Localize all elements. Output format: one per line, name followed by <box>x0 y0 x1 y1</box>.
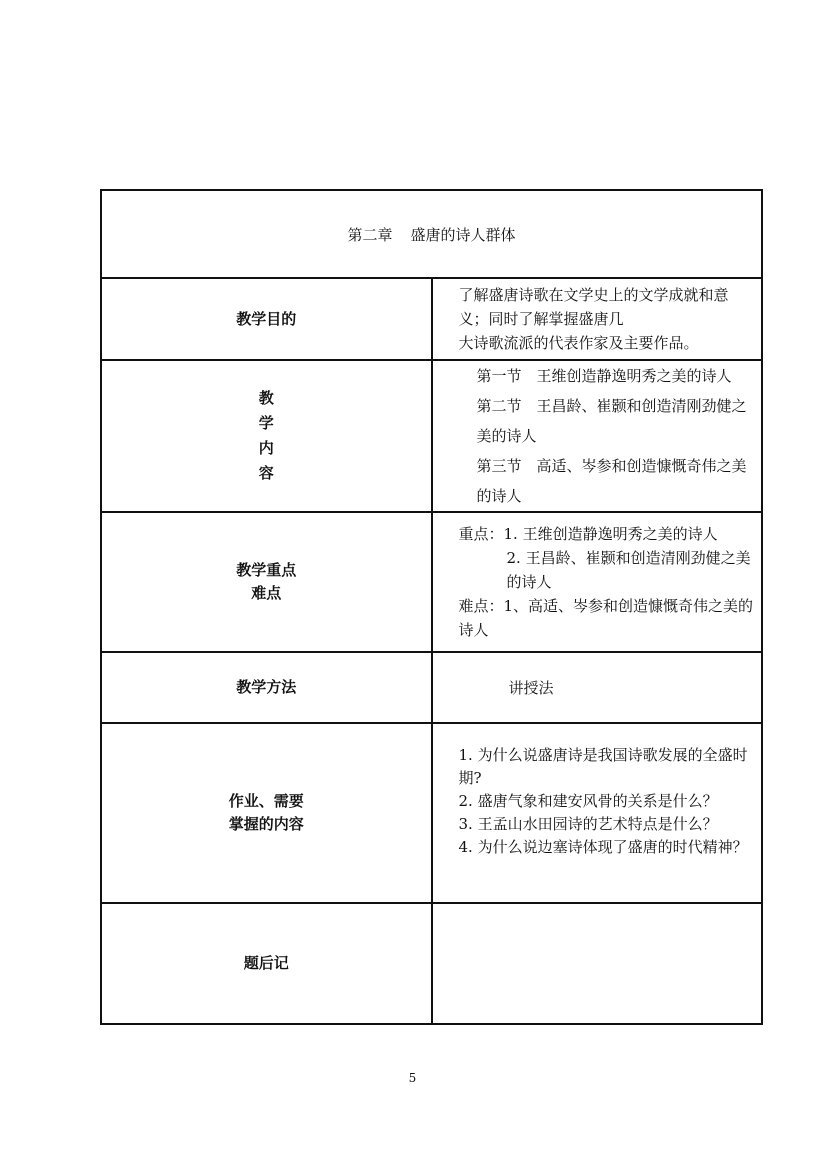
section-item: 第三节 高适、岑参和创造慷慨奇伟之美的诗人 <box>476 457 747 505</box>
chapter-title-cell <box>101 190 762 278</box>
page-number: 5 <box>408 1071 417 1085</box>
method-value: 讲授法 <box>508 678 554 697</box>
content-label-char: 教 <box>258 389 274 407</box>
section-item: 第二节 王昌龄、崔颢和创造清刚劲健之美的诗人 <box>476 397 747 445</box>
keypoints-content <box>432 512 763 652</box>
method-label: 教学方法 <box>101 652 432 723</box>
keypoint-line: 重点：1. 王维创造静逸明秀之美的诗人 <box>458 525 718 543</box>
chapter-name: 盛唐的诗人群体 <box>410 225 516 244</box>
homework-content <box>432 723 763 903</box>
keypoints-row <box>101 512 762 652</box>
chapter-number: 第二章 <box>347 225 393 244</box>
homework-row <box>101 723 762 903</box>
content-label-char: 内 <box>258 439 274 457</box>
homework-item: 2. 盛唐气象和建安风骨的关系是什么？ <box>458 791 718 810</box>
lesson-plan-sheet <box>100 189 763 1030</box>
objective-line: 大诗歌流派的代表作家及主要作品。 <box>458 334 699 352</box>
title-row <box>101 190 762 278</box>
keypoint-line: 2. 王昌龄、崔颢和创造清刚劲健之美的诗人 <box>506 549 751 591</box>
content-list-cell <box>432 360 763 512</box>
content-label-char: 容 <box>258 464 274 482</box>
method-row <box>101 652 762 723</box>
content-row <box>101 360 762 512</box>
objective-line: 了解盛唐诗歌在文学史上的文学成就和意义；同时了解掌握盛唐几 <box>458 286 729 328</box>
content-label-char: 学 <box>258 414 274 432</box>
section-item: 第一节 王维创造静逸明秀之美的诗人 <box>476 367 732 385</box>
homework-item: 1. 为什么说盛唐诗是我国诗歌发展的全盛时期? <box>458 745 748 787</box>
objective-label: 教学目的 <box>101 278 432 360</box>
homework-item: 3. 王孟山水田园诗的艺术特点是什么？ <box>458 814 718 833</box>
homework-label: 作业、需要 掌握的内容 <box>101 723 432 903</box>
postscript-row <box>101 903 762 1024</box>
homework-item: 4. 为什么说边塞诗体现了盛唐的时代精神？ <box>458 837 748 856</box>
content-label <box>101 360 432 512</box>
objective-content <box>432 278 763 360</box>
keypoints-label: 教学重点 难点 <box>101 512 432 652</box>
postscript-label: 题后记 <box>101 903 432 1024</box>
method-content <box>432 652 763 723</box>
difficulty-line: 难点：1、高适、岑参和创造慷慨奇伟之美的诗人 <box>458 597 754 639</box>
lesson-plan-table <box>100 189 763 1025</box>
objective-row <box>101 278 762 360</box>
postscript-content <box>432 903 763 1024</box>
